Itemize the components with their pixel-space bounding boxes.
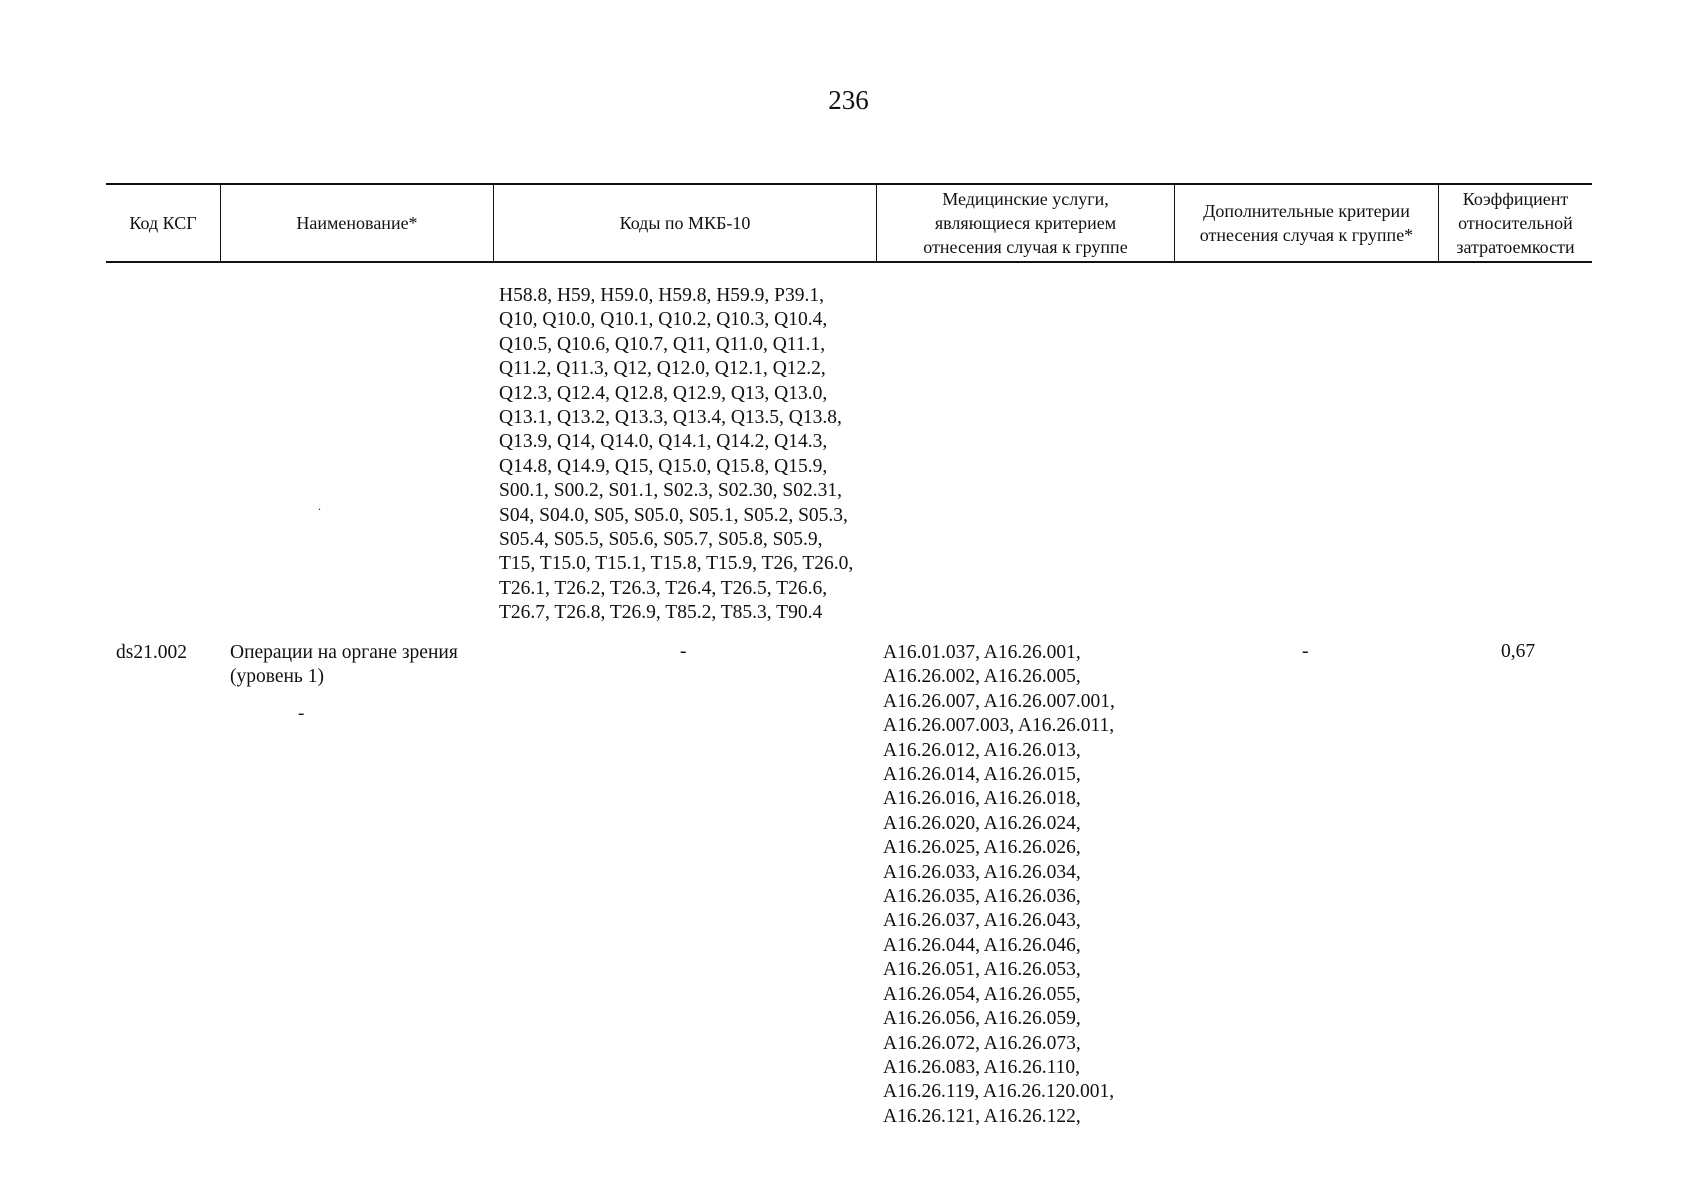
code-line: T15, T15.0, T15.1, T15.8, T15.9, T26, T26.0, [499,553,854,575]
row-name: Операции на органе зрения (уровень 1) [230,642,458,688]
service-line: A16.26.012, A16.26.013, [883,739,1081,761]
table-header [106,183,1592,263]
code-line: Q13.1, Q13.2, Q13.3, Q13.4, Q13.5, Q13.8, [499,407,842,429]
service-line: A16.26.083, A16.26.110, [883,1056,1080,1078]
service-line: A16.26.051, A16.26.053, [883,959,1081,981]
service-line: A16.26.020, A16.26.024, [883,812,1081,834]
code-line: Q14.8, Q14.9, Q15, Q15.0, Q15.8, Q15.9, [499,455,828,477]
service-line: A16.26.007.003, A16.26.011, [883,715,1115,737]
service-line: A16.26.025, A16.26.026, [883,837,1081,859]
service-line: A16.26.072, A16.26.073, [883,1032,1081,1054]
code-line: S00.1, S00.2, S01.1, S02.3, S02.30, S02.31, [499,480,842,502]
header-services: Медицинские услуги, являющиеся критерием отнесения случая к группе [877,185,1175,261]
header-coefficient: Коэффициент относительной затратоемкости [1456,189,1575,257]
service-line: A16.26.054, A16.26.055, [883,983,1081,1005]
service-line: A16.26.119, A16.26.120.001, [883,1081,1115,1103]
row-mkb-codes: - [680,641,687,662]
code-line: T26.1, T26.2, T26.3, T26.4, T26.5, T26.6, [499,577,828,599]
row-extra-criteria: - [1302,641,1309,662]
code-line: T26.7, T26.8, T26.9, T85.2, T85.3, T90.4 [499,602,823,624]
row-coefficient: 0,67 [1501,641,1536,662]
continued-mkb-codes [499,284,882,626]
code-line: S04, S04.0, S05, S05.0, S05.1, S05.2, S05.3, [499,504,848,526]
header-name: Наименование* [221,185,494,261]
header-code: Код КСГ [106,185,221,261]
header-extra-criteria: Дополнительные критерии отнесения случая к группе* [1175,185,1439,261]
service-line: A16.26.007, A16.26.007.001, [883,690,1115,712]
page-number: 236 [828,85,869,115]
row-ksg-code: ds21.002 [116,642,187,663]
code-line: H58.8, H59, H59.0, H59.8, H59.9, P39.1, [499,285,825,306]
row-services [883,641,1173,1129]
code-line: Q10.5, Q10.6, Q10.7, Q11, Q11.0, Q11.1, [499,333,826,355]
service-line: A16.26.037, A16.26.043, [883,910,1081,932]
header-mkb: Коды по МКБ-10 [494,185,877,261]
stray-dot: . [318,499,321,513]
service-line: A16.26.002, A16.26.005, [883,666,1081,688]
code-line: Q11.2, Q11.3, Q12, Q12.0, Q12.1, Q12.2, [499,358,826,380]
service-line: A16.26.121, A16.26.122, [883,1105,1081,1127]
service-line: A16.26.056, A16.26.059, [883,1008,1081,1030]
stray-dash: - [298,703,305,724]
service-line: A16.26.035, A16.26.036, [883,886,1081,908]
service-line: A16.26.014, A16.26.015, [883,764,1081,786]
code-line: Q13.9, Q14, Q14.0, Q14.1, Q14.2, Q14.3, [499,431,828,453]
service-line: A16.01.037, A16.26.001, [883,642,1081,663]
service-line: A16.26.016, A16.26.018, [883,788,1081,810]
service-line: A16.26.033, A16.26.034, [883,861,1081,883]
code-line: Q12.3, Q12.4, Q12.8, Q12.9, Q13, Q13.0, [499,382,828,404]
code-line: S05.4, S05.5, S05.6, S05.7, S05.8, S05.9, [499,529,823,551]
service-line: A16.26.044, A16.26.046, [883,934,1081,956]
code-line: Q10, Q10.0, Q10.1, Q10.2, Q10.3, Q10.4, [499,309,828,331]
